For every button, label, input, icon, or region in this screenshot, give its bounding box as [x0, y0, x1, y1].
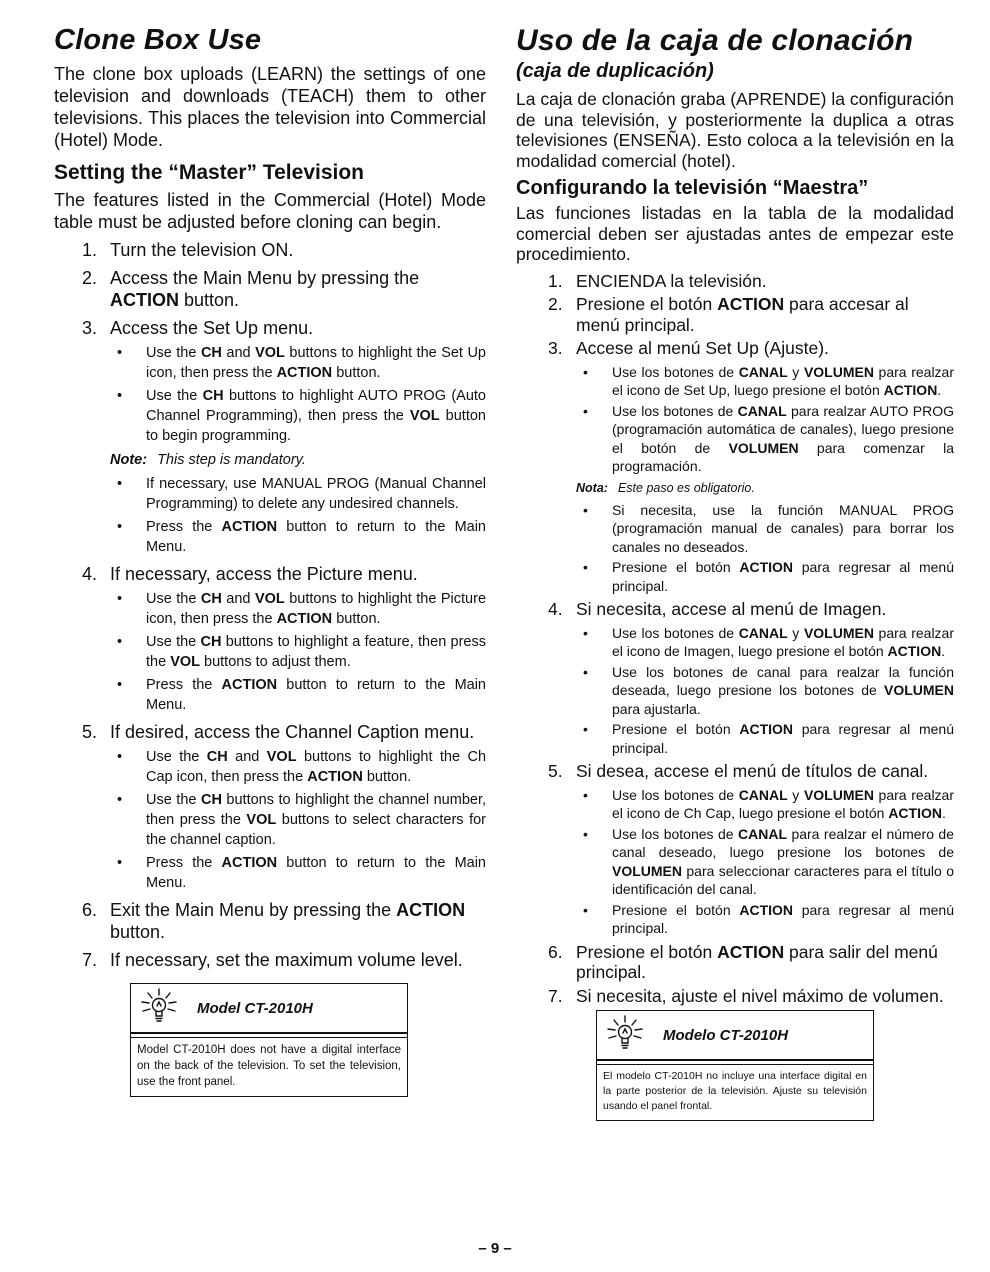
bold-term: ACTION	[276, 611, 333, 627]
model-note-header-es	[597, 1011, 873, 1061]
bullet-dot-icon: •	[117, 792, 123, 808]
step-text: ENCIENDA la televisión.	[576, 270, 767, 291]
text-run: and	[221, 345, 256, 361]
bullet-dot-icon: •	[117, 591, 123, 607]
text-run: Use los botones de canal para realzar la función deseada, luego presione los botones de	[612, 663, 954, 698]
text-run: para realzar el icono de Imagen, luego presione el botón	[612, 624, 954, 659]
lead-en: The features listed in the Commercial (Hotel) Mode table must be adjusted before cloning can begin.	[54, 190, 486, 232]
bullet-dot-icon: •	[117, 476, 123, 492]
bold-term: ACTION	[221, 855, 278, 871]
model-note-title-en: Model CT-2010H	[197, 999, 313, 1017]
step-text: Si necesita, ajuste el nivel máximo de volumen.	[576, 985, 944, 1006]
step-item	[516, 942, 954, 983]
text-run: and	[227, 749, 267, 765]
step-text: Access the Set Up menu.	[110, 318, 314, 338]
text-run: button to begin programming.	[146, 408, 486, 444]
text-run: Exit the Main Menu by pressing the	[110, 900, 397, 920]
text-run: Press the	[146, 519, 222, 535]
text-run: Presione el botón	[576, 294, 718, 314]
bullet-dot-icon: •	[583, 901, 588, 918]
bullet-item	[110, 675, 486, 715]
bold-term: ACTION	[221, 519, 278, 535]
text-run: Use the	[146, 749, 207, 765]
text-run: If necessary, use MANUAL PROG (Manual Channel Programming) to delete any undesired channels.	[146, 476, 486, 512]
text-run: y	[787, 786, 804, 803]
bold-term: ACTION	[887, 643, 942, 659]
note-text: Este paso es obligatorio.	[617, 480, 755, 495]
text-run: button.	[179, 290, 240, 310]
bullet-item	[110, 632, 486, 672]
text-run: para realzar el número de canal deseado, luego presione los botones de	[612, 825, 955, 860]
text-run: .	[941, 643, 946, 659]
english-column	[54, 24, 486, 1097]
bold-term: CANAL	[738, 786, 788, 803]
bold-term: VOLUMEN	[612, 862, 682, 879]
text-run: button.	[110, 922, 166, 942]
bullet-list	[576, 501, 954, 596]
lead-es: Las funciones listadas en la tabla de la modalidad comercial deben ser ajustadas antes de empezar este procedimiento.	[516, 203, 954, 264]
bullet-dot-icon: •	[117, 345, 123, 361]
text-run: Use the	[146, 634, 201, 650]
bold-term: CH	[206, 749, 228, 765]
bullet-dot-icon: •	[583, 559, 588, 575]
bullet-dot-icon: •	[583, 825, 588, 842]
bold-term: CH	[200, 345, 222, 361]
step-text	[110, 267, 486, 311]
step-text	[576, 294, 954, 335]
text-run: button to return to the Main Menu.	[146, 855, 486, 891]
note-label: Note:	[110, 452, 148, 468]
text-run: Use the	[146, 345, 201, 361]
spanish-column	[516, 24, 954, 1121]
text-run: button.	[332, 365, 381, 381]
steps-list-en	[54, 239, 486, 971]
bold-term: VOL	[409, 408, 440, 424]
step-item	[516, 986, 954, 1007]
text-run: para realzar el icono de Ch Cap, luego presione el botón	[612, 786, 954, 821]
page-subtitle-es: (caja de duplicación)	[516, 60, 714, 82]
bullet-item	[576, 901, 954, 938]
text-run: Use los botones de	[612, 363, 739, 380]
bullet-item	[576, 720, 954, 757]
bold-term: ACTION	[739, 721, 794, 737]
text-run: Press the	[146, 677, 222, 693]
text-run: Use los botones de	[612, 624, 739, 641]
bullet-dot-icon: •	[117, 677, 123, 693]
text-run: Use the	[146, 388, 203, 404]
text-run: Presione el botón	[612, 901, 740, 918]
lightbulb-tip-icon	[603, 1012, 657, 1059]
text-run: Press the	[146, 855, 222, 871]
step-text	[576, 942, 954, 983]
bullet-item	[576, 663, 954, 719]
step-number: 4.	[82, 564, 98, 584]
text-run: Use the	[146, 591, 201, 607]
text-run: Presione el botón	[612, 721, 740, 737]
bullet-list	[110, 474, 486, 557]
step-item	[54, 239, 486, 261]
step-text: Si necesita, accese al menú de Imagen.	[576, 599, 887, 619]
note-label: Nota:	[576, 480, 608, 495]
step-item	[54, 317, 486, 557]
bold-term: ACTION	[307, 769, 363, 785]
bullet-item	[576, 624, 954, 661]
model-note-header-en	[131, 984, 407, 1034]
bullet-item	[576, 501, 954, 557]
bullet-item	[576, 558, 954, 595]
steps-list-es	[516, 271, 954, 1007]
text-run: Use los botones de	[612, 786, 739, 803]
bullet-item	[576, 363, 954, 400]
bold-term: ACTION	[888, 805, 942, 821]
intro-es: La caja de clonación graba (APRENDE) la configuración de una televisión, y posteriormente la duplica a otras televisiones (ENSEÑA). Esto coloca a la televisión en la modalidad comercial (hotel).	[516, 89, 954, 171]
text-run: para comenzar la programación.	[612, 439, 954, 474]
section-heading-es: Configurando la televisión “Maestra”	[516, 177, 869, 199]
section-heading-en: Setting the “Master” Television	[54, 161, 365, 184]
step-number: 3.	[548, 338, 563, 358]
bold-term: ACTION	[739, 559, 794, 575]
text-run: Presione el botón	[612, 559, 740, 575]
text-run: para regresar al menú principal.	[612, 559, 954, 594]
step-number: 6.	[548, 941, 563, 962]
text-run: Presione el botón	[576, 941, 718, 962]
text-run: buttons to highlight a feature, then press the	[146, 634, 486, 670]
model-note-title-es: Modelo CT-2010H	[663, 1026, 789, 1044]
bullet-item	[576, 825, 954, 899]
step-number: 2.	[548, 294, 563, 314]
bold-term: VOL	[266, 749, 297, 765]
bullet-item	[110, 517, 486, 557]
bullet-item	[110, 790, 486, 850]
step-item	[54, 721, 486, 893]
bullet-dot-icon: •	[583, 501, 588, 518]
bold-term: VOLUMEN	[803, 786, 874, 803]
text-run: buttons to adjust them.	[200, 654, 351, 670]
step-note	[576, 480, 954, 497]
bold-term: CANAL	[738, 825, 787, 842]
step-item	[516, 294, 954, 335]
model-note-text-es: El modelo CT-2010H no incluye una interface digital en la parte posterior de la televisión. Ajuste su televisión usando el panel frontal.	[597, 1064, 873, 1120]
bullet-item	[110, 589, 486, 629]
page-title-en: Clone Box Use	[54, 24, 262, 56]
step-number: 2.	[82, 268, 98, 288]
bold-term: VOL	[254, 591, 285, 607]
step-text: Accese al menú Set Up (Ajuste).	[576, 338, 829, 358]
text-run: Access the Main Menu by pressing the	[110, 268, 420, 288]
bullet-dot-icon: •	[583, 786, 588, 803]
step-number: 4.	[548, 599, 563, 619]
bold-term: VOL	[170, 654, 200, 670]
bold-term: VOL	[246, 812, 277, 828]
bold-term: ACTION	[717, 941, 785, 962]
bullet-item	[110, 747, 486, 787]
bold-term: VOLUMEN	[803, 363, 874, 380]
bullet-dot-icon: •	[117, 855, 123, 871]
model-note-box-en	[130, 983, 408, 1097]
page-number: – 9 –	[478, 1240, 512, 1257]
bold-term: ACTION	[110, 290, 179, 310]
text-run: buttons to highlight the channel number, then press the	[146, 792, 487, 828]
step-text	[110, 899, 486, 943]
text-run: para seleccionar caracteres para el título o identificación del canal.	[612, 862, 954, 897]
step-text: If necessary, access the Picture menu.	[110, 564, 418, 584]
model-note-box-es	[596, 1010, 874, 1121]
step-number: 3.	[82, 318, 98, 338]
step-item	[516, 271, 954, 292]
bullet-list	[110, 747, 486, 893]
text-run: y	[787, 624, 804, 641]
bullet-item	[576, 402, 954, 476]
text-run: buttons to select characters for the channel caption.	[146, 812, 487, 848]
text-run: button.	[362, 769, 412, 785]
bold-term: ACTION	[883, 382, 938, 398]
bold-term: CH	[200, 792, 222, 808]
bullet-dot-icon: •	[117, 749, 123, 765]
text-run: para realzar AUTO PROG (programación automática de canales), luego presione el botón de	[612, 402, 954, 456]
step-number: 5.	[548, 761, 563, 781]
step-item	[54, 563, 486, 715]
bullet-dot-icon: •	[583, 721, 588, 737]
bullet-dot-icon: •	[583, 402, 588, 419]
intro-en: The clone box uploads (LEARN) the settings of one television and downloads (TEACH) them to other televisions. This places the television into Commercial (Hotel) Mode.	[54, 64, 486, 150]
step-text: If necessary, set the maximum volume level.	[110, 950, 463, 970]
step-item	[516, 761, 954, 938]
bold-term: ACTION	[276, 365, 333, 381]
text-run: Si necesita, use la función MANUAL PROG (programación manual de canales) para borrar los canales no deseados.	[612, 501, 954, 555]
bullet-dot-icon: •	[583, 663, 588, 680]
step-item	[54, 949, 486, 971]
text-run: button to return to the Main Menu.	[146, 677, 486, 713]
note-text: This step is mandatory.	[157, 452, 306, 468]
bullet-list	[110, 343, 486, 446]
text-run: buttons to highlight AUTO PROG (Auto Channel Programming), then press the	[146, 388, 486, 424]
bold-term: ACTION	[739, 901, 794, 918]
bold-term: VOLUMEN	[803, 624, 874, 641]
bullet-list	[110, 589, 486, 715]
step-number: 5.	[82, 722, 98, 742]
text-run: buttons to highlight the Ch Cap icon, then press the	[146, 749, 487, 785]
bold-term: ACTION	[717, 294, 785, 314]
step-text: Si desea, accese el menú de títulos de canal.	[576, 761, 929, 781]
bullet-dot-icon: •	[583, 363, 588, 380]
text-run: .	[941, 805, 946, 821]
bold-term: CANAL	[737, 402, 787, 419]
bullet-list	[576, 363, 954, 476]
bold-term: ACTION	[396, 900, 466, 920]
bullet-item	[110, 474, 486, 514]
step-number: 1.	[548, 270, 563, 291]
step-text: Turn the television ON.	[110, 240, 294, 260]
lightbulb-tip-icon	[137, 985, 191, 1032]
bullet-item	[110, 343, 486, 383]
text-run: para regresar al menú principal.	[612, 721, 954, 756]
text-run: button to return to the Main Menu.	[146, 519, 486, 555]
bullet-item	[576, 786, 954, 823]
page-title-es: Uso de la caja de clonación	[516, 24, 914, 57]
bullet-list	[576, 786, 954, 938]
model-note-text-en: Model CT-2010H does not have a digital interface on the back of the television. To set the television, use the front panel.	[131, 1037, 407, 1096]
bold-term: CANAL	[738, 363, 788, 380]
text-run: Use the	[146, 792, 201, 808]
bullet-list	[576, 624, 954, 758]
text-run: .	[937, 382, 942, 398]
bullet-item	[110, 386, 486, 446]
step-number: 6.	[82, 900, 98, 920]
text-run: para accesar al menú principal.	[576, 294, 909, 335]
bullet-dot-icon: •	[117, 634, 123, 650]
bold-term: ACTION	[221, 677, 278, 693]
step-number: 1.	[82, 240, 98, 260]
step-number: 7.	[82, 950, 98, 970]
text-run: button.	[332, 611, 381, 627]
bold-term: CH	[202, 388, 224, 404]
text-run: and	[221, 591, 255, 607]
step-item	[54, 899, 486, 943]
step-number: 7.	[548, 985, 563, 1006]
step-item	[54, 267, 486, 311]
bullet-dot-icon: •	[117, 519, 123, 535]
bold-term: CH	[200, 591, 222, 607]
bullet-dot-icon: •	[583, 624, 588, 641]
step-text: If desired, access the Channel Caption menu.	[110, 722, 475, 742]
step-item	[516, 338, 954, 595]
step-note	[110, 450, 486, 470]
text-run: para salir del menú principal.	[576, 941, 938, 982]
text-run: Use los botones de	[612, 402, 738, 419]
bold-term: VOL	[255, 345, 285, 361]
bold-term: CANAL	[738, 624, 788, 641]
text-run: y	[787, 363, 804, 380]
bold-term: VOLUMEN	[884, 682, 954, 698]
text-run: buttons to highlight the Set Up icon, then press the	[146, 345, 486, 381]
text-run: para regresar al menú principal.	[612, 901, 954, 936]
bold-term: VOLUMEN	[728, 439, 799, 456]
bullet-dot-icon: •	[117, 388, 123, 404]
step-item	[516, 599, 954, 757]
text-run: para realzar el icono de Set Up, luego presione el botón	[612, 363, 954, 398]
text-run: para ajustarla.	[612, 700, 701, 717]
bold-term: CH	[200, 634, 222, 650]
text-run: Use los botones de	[612, 825, 738, 842]
bullet-item	[110, 853, 486, 893]
text-run: buttons to highlight the Picture icon, then press the	[146, 591, 487, 627]
